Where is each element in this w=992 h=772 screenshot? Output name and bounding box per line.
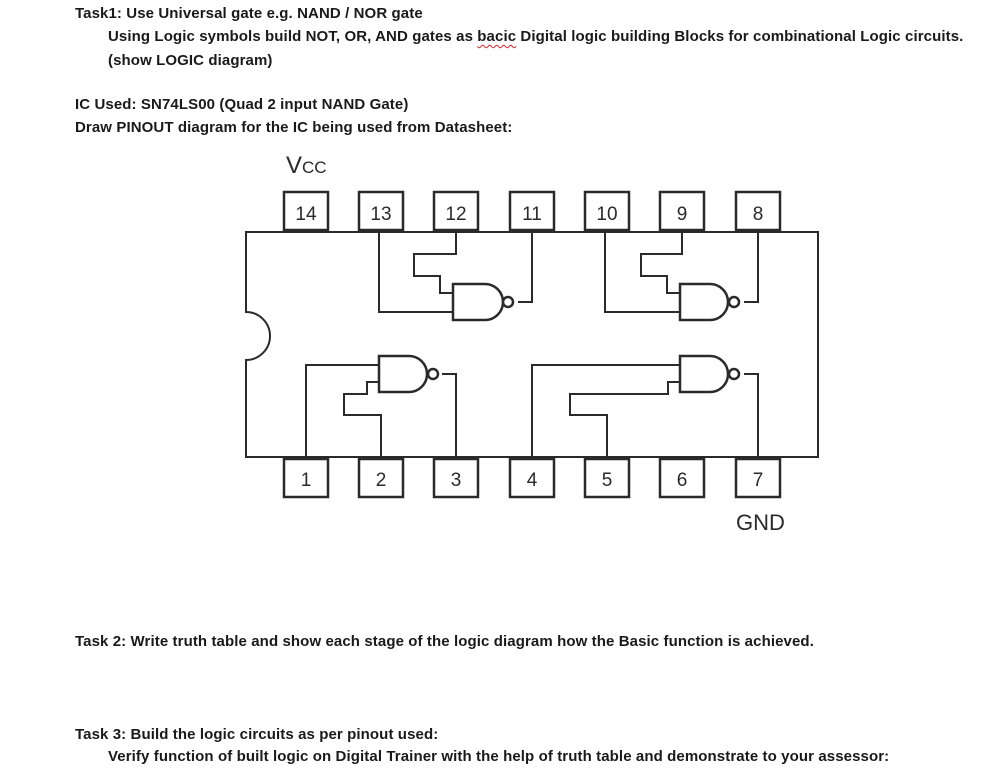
pin-12-label: 12 [445, 204, 467, 225]
nand-gate-c [379, 356, 438, 392]
nand-gate-d [680, 356, 739, 392]
pin-7-label: 7 [752, 470, 764, 491]
nand-gate-a [453, 284, 513, 320]
task3-heading: Task 3: Build the logic circuits as per pinout used: [75, 726, 439, 743]
nand-gate-b [680, 284, 739, 320]
vcc-label: VCC [286, 152, 327, 179]
pin-13-label: 13 [370, 204, 392, 225]
pin-6-label: 6 [676, 470, 688, 491]
pin-11-label: 11 [522, 204, 542, 225]
task2-text: Task 2: Write truth table and show each stage of the logic diagram how the Basic function is achieved. [75, 633, 814, 650]
pinout-diagram [230, 140, 830, 545]
wiring [306, 230, 758, 457]
task1-heading: Task1: Use Universal gate e.g. NAND / NOR gate [75, 5, 423, 22]
pin-14-label: 14 [295, 204, 317, 225]
pinout-instruction: Draw PINOUT diagram for the IC being used from Datasheet: [75, 119, 513, 136]
pin-8-label: 8 [752, 204, 764, 225]
task1-description-end: Digital logic building Blocks for combinational Logic circuits. [516, 28, 964, 45]
pin-5-label: 5 [601, 470, 613, 491]
pin-1-label: 1 [300, 470, 312, 491]
ic-used: IC Used: SN74LS00 (Quad 2 input NAND Gate) [75, 96, 409, 113]
task1-description-start: Using Logic symbols build NOT, OR, AND gates as [108, 28, 478, 45]
task3-line1: Verify function of built logic on Digital Trainer with the help of truth table and demonstrate to your assessor: [108, 748, 890, 765]
pin-4-label: 4 [526, 470, 538, 491]
task1-description [108, 28, 963, 45]
pin-3-label: 3 [450, 470, 462, 491]
pin-10-label: 10 [596, 204, 618, 225]
misspelled-word: bacic [477, 28, 517, 45]
pin-9-label: 9 [676, 204, 688, 225]
task1-note: (show LOGIC diagram) [108, 52, 273, 69]
gnd-label: GND [736, 510, 785, 535]
pin-2-label: 2 [375, 470, 387, 491]
